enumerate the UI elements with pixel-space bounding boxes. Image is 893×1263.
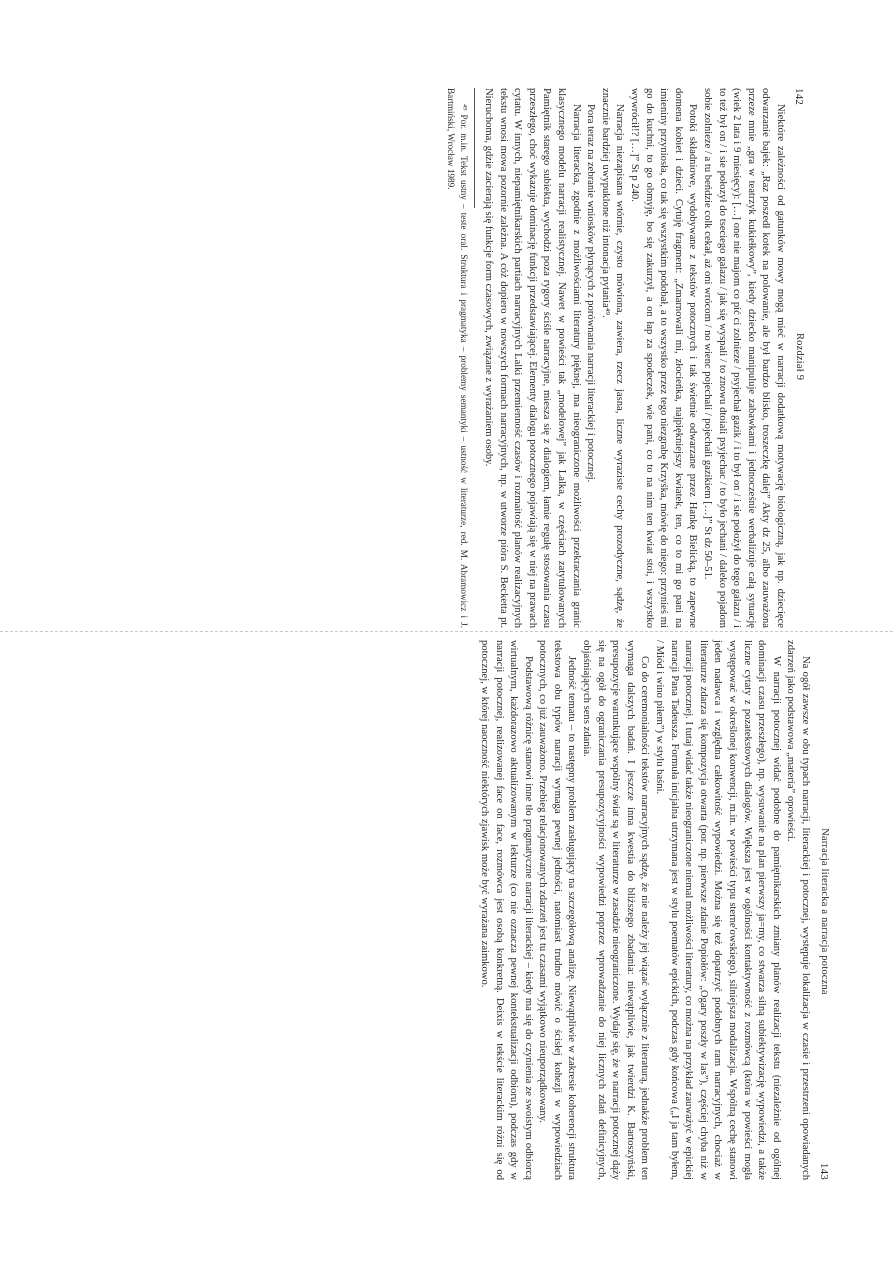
right-page bbox=[55, 640, 830, 1180]
right-body-text bbox=[476, 640, 812, 1180]
right-chapter-title: Narracja literacka a narracja potoczna bbox=[819, 828, 830, 995]
left-chapter-title: Rozdział 9 bbox=[794, 332, 805, 381]
right-paragraph-3: Co do ceremonialności tekstów narracyjnych sądzę, że nie należy jej wiązać wyłącznie z literaturą, jednakże problem ten wymaga dalszych badań. I jeszcze inna kwestia do bliższego zbadania: niewątpliwie, jak twierdzi K. Bartoszyński, presupozycje warunkujące wspólny świat są w literaturze w zasadzie nieograniczone. Wydaje się, że w narracji potocznej dąży się na ogół do ograniczania presupozycyjności wypowiedzi poprzez wprowadzanie do niej licznych zdań definicyjnych, objaśniających sens zdania. bbox=[581, 640, 651, 1180]
footnote-49: ⁴⁹ Por. m.in. Tekst ustny – teste oral. Struktura i pragmatyka – problemy semantyki – ustność w literaturze, red. M. Abramowicz i J. Bartmiński, Wrocław 1989. bbox=[446, 88, 469, 628]
right-paragraph-2: W narracji potocznej widać podobne do pamiętnikarskich zmiany planów realizacji tekstu (niezależnie od ogólnej dominacji czasu przeszłego), np. wysuwanie na plan pierwszy ja=my, co stwarza silną subiektywizację wypowiedzi, a także liczne cytaty z pozatekstowych dialogów. Większa jest w ogólności kontaktywność z rozmówcą (która w powieści mogła występować w określonej konwencji, m.in. w powieści typu sterne'owskiego), silniejsza modalizacja. Wspólną cechę stanowi jeden nadawca i względna całkowitość wypowiedzi. Można się też dopatrzyć podobnych ram narracyjnych, chociaż w literaturze zdarza się kompozycja otwarta (por. np. pierwsze zdanie Popiołów: „Ogary poszły w las”), częściej chyba niż w narracji potocznej. I tutaj widać także nieograniczone niemal możliwości literatury, co można na przykład zauważyć w epickiej narracji Pana Tadeusza. Formuła inicjalna utrzymana jest w stylu poematów epickich, podczas gdy końcowa („I ja tam byłem, / Miód i wino piłem”) w stylu baśni. bbox=[654, 640, 782, 1180]
footnote-rule bbox=[474, 88, 475, 208]
right-running-head bbox=[818, 640, 830, 1180]
left-paragraph-1: Niektóre zależności od gatunków mowy mogą mieć w narracji dodatkową motywację biologiczną, jak np. dziecięce odwarzanie bajek: „Raz poszedł kotek na polowanie, ale był bardzo blisko, troszeczkę dalej” Akty dz 25, albo zauważona przeze mnie „gra w teatrzyk kukiełkowy”, kiedy dziecko manipuluje zabawkami i jednocześnie werbalizuje całą sytuację (wiek 2 lata i 9 miesięcy): […] one nie majom co pić ci zolnieze / psyjechał gazik / i to był on / i sie położył do tego galazu / i to też był on / i sie połozył do tseciego galazu / jak się wyspali / to znowu dtoiali psyjechac / to było jechani / daleko pojadom sobie zolnieze / a tu beńdzie colk cekał, aż oni wrócom / no wienc pojechali / pojechali gazikiem […]” St dz 50–51. bbox=[702, 88, 786, 628]
left-page bbox=[90, 88, 805, 628]
right-paragraph-1: Na ogół zawsze w obu typach narracji, literackiej i potocznej, występuje lokalizacja w czasie i przestrzeni opowiadanych zdarzeń jako podstawowa „materia” opowieści. bbox=[785, 640, 811, 1180]
left-paragraph-5: Narracja literacka, zgodnie z możliwościami literatury pięknej, ma nieograniczone możliwości przekraczania granic klasycznego modelu narracji realistycznej. Nawet w powieści tak „modelowej” jak Lalka, w częściach zatytułowanych Pamiętnik starego subiekta, wychodzi poza rygory ściśle narracyjne, miesza się z dialogiem, łamie regułę stosowania czasu przeszłego, choć wykazuje dominację funkcji przedstawiającej. Elementy dialogu potocznego pojawiają się w niej na prawach cytatu. W innych, niepamiętnikarskich partiach narracyjnych Lalki przemienność czasów i rozmaitość planów realizacyjnych tekstu wnosi mowa pozornie zależna. A cóż dopiero w nowszych formach narracyjnych, np. w utworze pióra S. Becketta pt. Nieruchoma, gdzie zacierają się funkcje form czasowych, związane z wyrażaniem osoby. bbox=[483, 88, 582, 628]
left-body-text bbox=[481, 88, 787, 628]
right-paragraph-4: Jedność tematu – to następny problem zasługujący na szczegółową analizę. Niewątpliwie w zakresie koherencji struktura tekstowa obu typów narracji wymaga pewnej jedności, natomiast trudno mówić o ścisłej kohezji w wypowiedziach potocznych, co już zauważono. Przebieg relacjonowanych zdarzeń jest tu czasami wyjątkowo nieuporządkowany. bbox=[537, 640, 578, 1180]
page-fold-divider bbox=[0, 631, 893, 632]
left-paragraph-4: Pora teraz na zebranie wniosków płynących z porównania narracji literackiej i potocznej. bbox=[585, 104, 597, 483]
left-running-head bbox=[793, 88, 805, 628]
right-page-number: 143 bbox=[818, 1162, 830, 1180]
left-page-number: 142 bbox=[793, 88, 805, 106]
right-paragraph-5: Podstawową różnicę stanowi inne tło pragmatyczne narracji literackiej – kiedy ma się do czynienia ze swoistym odbiorcą wirtualnym, każdorazowo aktualizowanym w lekturze (co nie oznacza pewnej kontekstualizacji odbioru), podczas gdy w narracji potocznej, realizowanej face on face, rozmówca jest osobą konkretną. Deixis w tekście literackim różni się od potocznej, w której naoczność niektórych zjawisk może być wyrażana zaimkowo. bbox=[478, 640, 534, 1180]
left-paragraph-3: Narracja niezapisana wtórnie, czysto mówiona, zawiera, rzecz jasna, liczne wyraziste cechy prozodyczne, sądzę, że znacznie bardziej uwypuklone niż intonacja pytania⁴⁹. bbox=[599, 88, 626, 628]
left-paragraph-2: Potoki składniowe, wydobywane z tekstów potocznych i tak świetnie odwarzane przez Hankę Bielicką, to zapewne domena kobiet i dzieci. Cytuję fragment: „Zmarnowali mi, złocieńka, najpiękniejszy kwiatek, ten, co to mi go pani na imieniny przyniosła, co tak się wszystkim podobał, a to wszystko przez tego niezgrabę Krzyśka, mówię do niego: przynieś mi go do kuchni, to go obmyję, bo się zakurzył, a on łap za spodeczek, wie pani, co to na nim ten kwiat stoi, i wszystko wywrócił!? […]” St p 240. bbox=[629, 88, 699, 628]
